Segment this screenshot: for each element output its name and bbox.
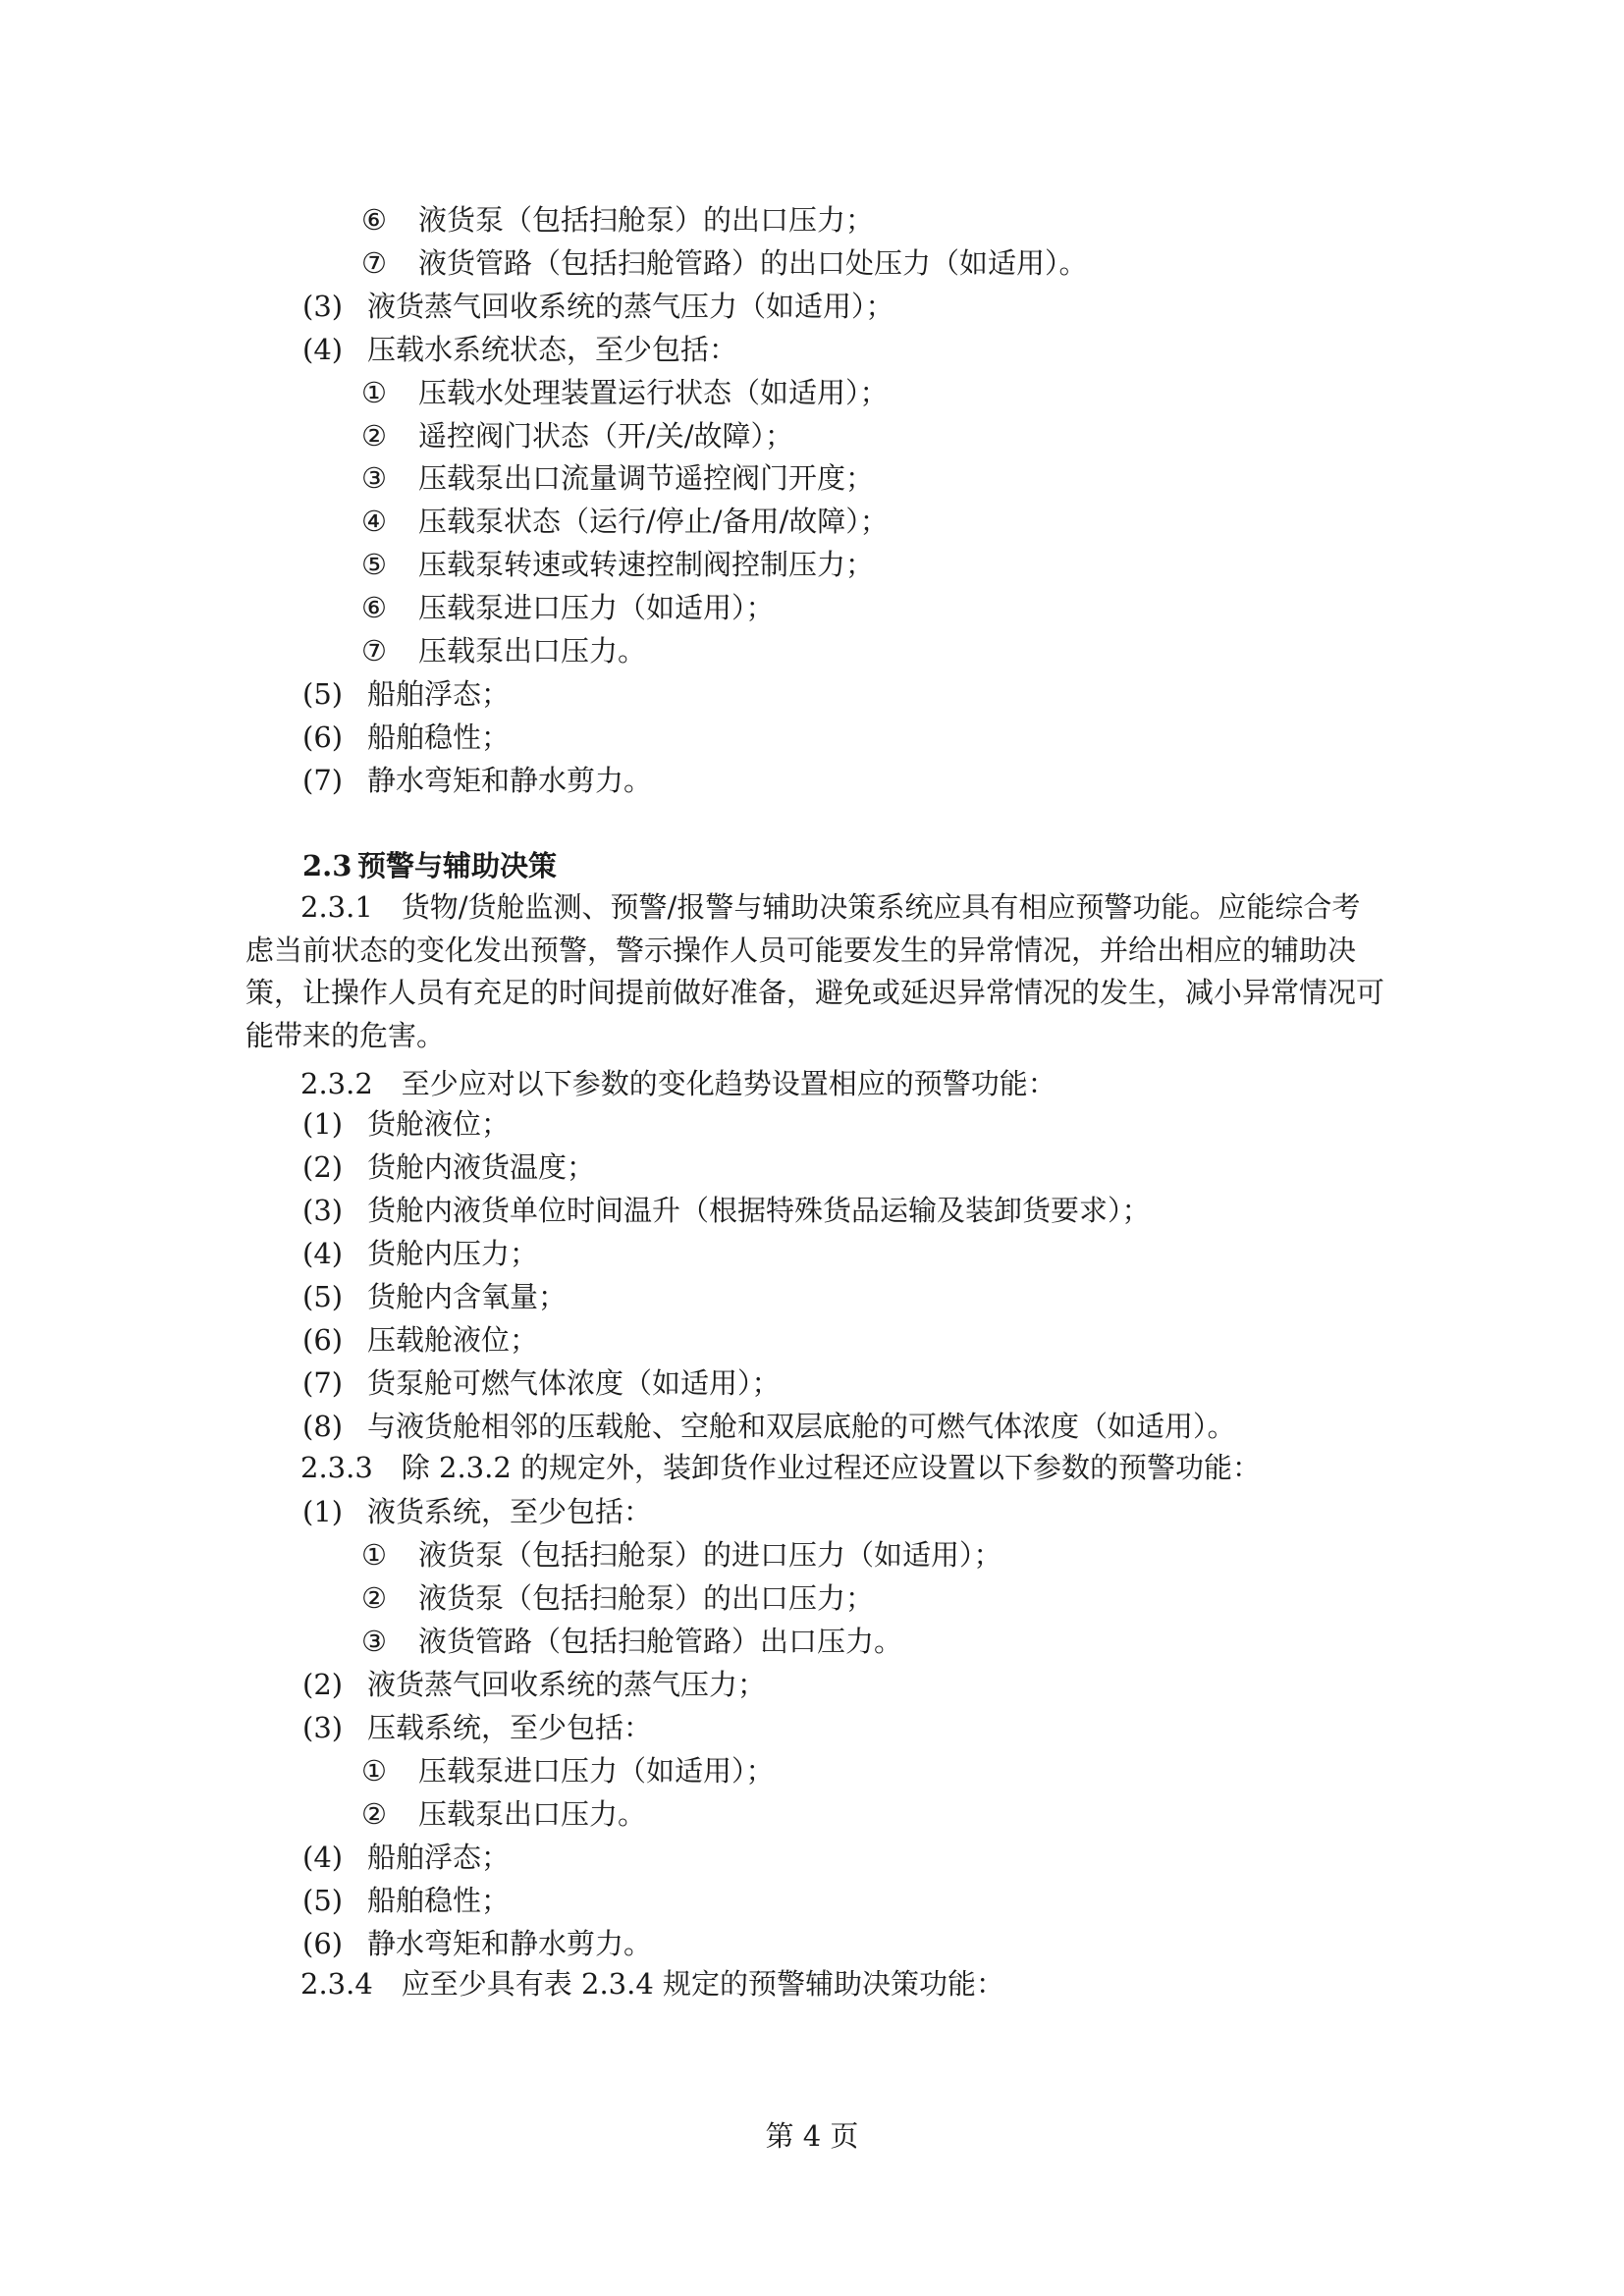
ballast-sub-item: ⑥ 压载泵进口压力（如适用）； bbox=[361, 591, 775, 624]
ballast-sub-item: ⑦ 压载泵出口压力。 bbox=[361, 634, 647, 667]
page-number: 第 4 页 bbox=[765, 2119, 859, 2153]
list-item: (3) 液货蒸气回收系统的蒸气压力（如适用）； bbox=[302, 290, 894, 323]
list-item: (3) 压载系统，至少包括： bbox=[302, 1711, 653, 1744]
ballast-sub-item: ③ 压载泵出口流量调节遥控阀门开度； bbox=[361, 461, 875, 495]
cargo-sub-item: ⑥ 液货泵（包括扫舱泵）的出口压力； bbox=[361, 203, 875, 237]
cargo-sub-item: ③ 液货管路（包括扫舱管路）出口压力。 bbox=[361, 1625, 903, 1658]
list-item: (2) 液货蒸气回收系统的蒸气压力； bbox=[302, 1668, 767, 1701]
list-item: (6) 船舶稳性； bbox=[302, 721, 511, 754]
list-item: (4) 货舱内压力； bbox=[302, 1237, 539, 1270]
list-item: (1) 货舱液位； bbox=[302, 1107, 511, 1141]
section-heading: 2.3 预警与辅助决策 bbox=[302, 849, 558, 882]
list-item: (5) 货舱内含氧量； bbox=[302, 1280, 568, 1313]
list-item: (1) 液货系统，至少包括： bbox=[302, 1495, 653, 1528]
ballast-sub-item: ② 遥控阀门状态（开/关/故障）； bbox=[361, 419, 794, 453]
list-item: (6) 压载舱液位； bbox=[302, 1323, 539, 1357]
list-item: (3) 货舱内液货单位时间温升（根据特殊货品运输及装卸货要求）； bbox=[302, 1194, 1151, 1227]
ballast-sub-item: ⑤ 压载泵转速或转速控制阀控制压力； bbox=[361, 548, 875, 581]
cargo-sub-item: ① 液货泵（包括扫舱泵）的进口压力（如适用）； bbox=[361, 1538, 1002, 1572]
cargo-sub-item: ② 液货泵（包括扫舱泵）的出口压力； bbox=[361, 1581, 875, 1615]
paragraph-2-3-4: 2.3.4 应至少具有表 2.3.4 规定的预警辅助决策功能： bbox=[300, 1967, 1005, 2001]
ballast-sub-item: ① 压载水处理装置运行状态（如适用）； bbox=[361, 376, 889, 409]
list-item: (7) 静水弯矩和静水剪力。 bbox=[302, 764, 653, 797]
list-item: (5) 船舶稳性； bbox=[302, 1884, 511, 1917]
cargo-sub-item: ⑦ 液货管路（包括扫舱管路）的出口处压力（如适用）。 bbox=[361, 246, 1088, 280]
list-item: (7) 货泵舱可燃气体浓度（如适用）； bbox=[302, 1366, 781, 1400]
list-item: (2) 货舱内液货温度； bbox=[302, 1150, 596, 1184]
list-item: (4) 船舶浮态； bbox=[302, 1841, 511, 1874]
paragraph-2-3-2: 2.3.2 至少应对以下参数的变化趋势设置相应的预警功能： bbox=[300, 1067, 1056, 1100]
ballast-sub-item: ② 压载泵出口压力。 bbox=[361, 1797, 647, 1831]
list-item: (4) 压载水系统状态，至少包括： bbox=[302, 333, 738, 366]
ballast-sub-item: ① 压载泵进口压力（如适用）； bbox=[361, 1754, 775, 1788]
list-item: (8) 与液货舱相邻的压载舱、空舱和双层底舱的可燃气体浓度（如适用）。 bbox=[302, 1410, 1236, 1443]
list-item: (6) 静水弯矩和静水剪力。 bbox=[302, 1927, 653, 1960]
paragraph-2-3-1: 2.3.1 货物/货舱监测、预警/报警与辅助决策系统应具有相应预警功能。应能综合考虑当前状态的变化发出预警，警示操作人员可能要发生的异常情况，并给出相应的辅助决策，让操作人员有充足的时间提前做好准备，避免或延迟异常情况的发生，减小异常情况可能带来的危害。 bbox=[245, 890, 1385, 1052]
list-item: (5) 船舶浮态； bbox=[302, 677, 511, 711]
ballast-sub-item: ④ 压载泵状态（运行/停止/备用/故障）； bbox=[361, 505, 889, 538]
paragraph-2-3-3: 2.3.3 除 2.3.2 的规定外，装卸货作业过程还应设置以下参数的预警功能： bbox=[300, 1451, 1262, 1484]
